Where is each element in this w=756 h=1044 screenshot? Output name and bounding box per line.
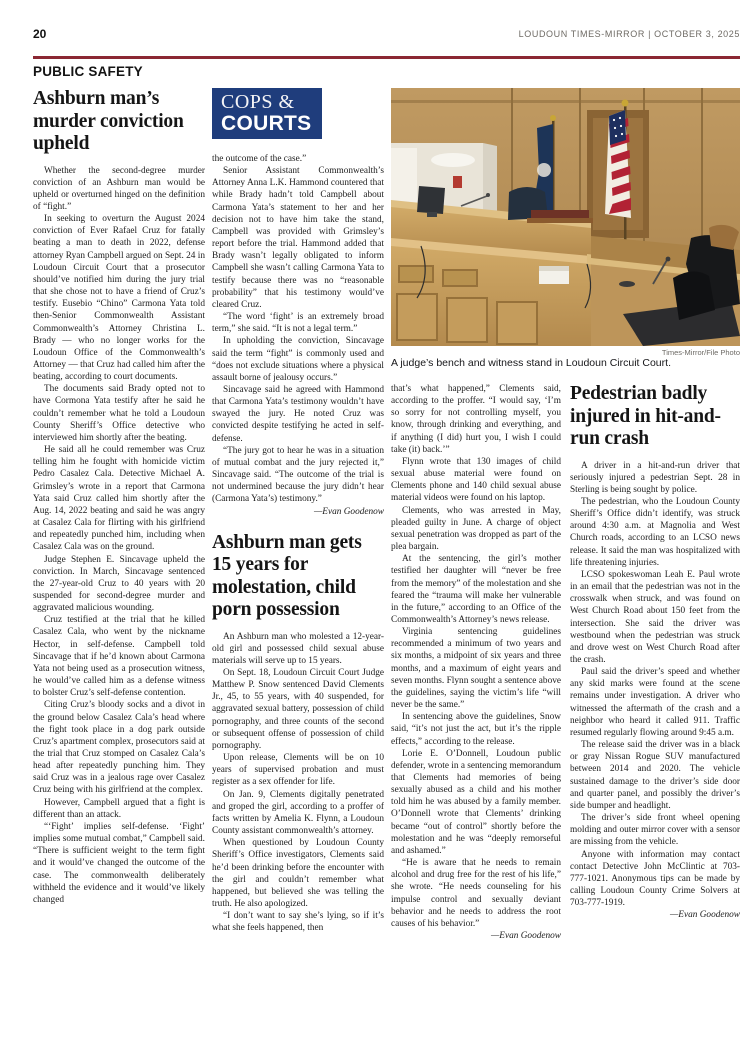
paragraph: On Jan. 9, Clements digitally penetrated and groped the girl, according to a proffer of facts written by Amelia K. Flynn, a Loudoun County assistant commonwealth’s attorney. — [212, 789, 384, 837]
paragraph: The pedestrian, who the Loudoun County Sheriff’s Office didn’t identify, was struck around 4:30 a.m. at Magnolia and West Church roads, according to an LCSO news release. It said the man was hospitalized with life threatening injuries. — [570, 496, 740, 568]
courtroom-photo-illustration — [391, 88, 740, 346]
paragraph: On Sept. 18, Loudoun Circuit Court Judge Matthew P. Snow sentenced David Clements Jr., 45, to 55 years, with 40 suspended, for aggravated sexual battery, possession of child pornography, and three counts of the second or subsequent offense of possession of child pornography. — [212, 668, 384, 751]
paragraph: “The word ‘fight’ is an extremely broad term,” she said. “It is not a legal term.” — [212, 312, 384, 335]
paragraph: The release said the driver was in a black or gray Nissan Rogue SUV manufactured between 2014 and 2020. The vehicle sustained damage to the driver’s side door and quarter panel, and possibly the driver’s side bumper and headlight. — [570, 740, 740, 811]
column-3 — [391, 383, 561, 943]
paragraph: that’s what happened,” Clements said, according to the proffer. “I would say, ‘I’m so sorry for not controlling myself, you know, through drinking and everything, and if anything (I did) hurt you, I wish I could take (it) back.’” — [391, 384, 561, 455]
paragraph: However, Campbell argued that a fight is different than an attack. — [33, 797, 205, 820]
byline-molestation-sentence: —Evan Goodenow — [491, 931, 561, 942]
masthead: LOUDOUN TIMES-MIRROR | OCTOBER 3, 2025 — [518, 29, 740, 39]
article-headline-hit-and-run: Pedestrian badly injured in hit-and-run crash — [570, 383, 721, 449]
paragraph: In seeking to overturn the August 2024 conviction of Ever Rafael Cruz for fatally beating a man to death in 2022, defense attorney Ryan Campbell argued on Sept. 24 in Loudoun Circuit Court that a prosecutor should’ve notified him during the jury trial that she chose not to have a friend of Cruz’s testify. Eusebio “Chino” Carmona Yata told then-Senior Commonwealth Assistant Commonwealth’s Attorney Christina L. Brady — who no longer works for the Loudoun Office of the Commonwealth’s Attorney — that Cruz had called him after the beating, according to court documents. — [33, 214, 205, 383]
paragraph: An Ashburn man who molested a 12-year-old girl and possessed child sexual abuse materials will serve up to 15 years. — [212, 631, 384, 666]
article-body-molestation-sentence-col2 — [212, 631, 384, 935]
badge-line-2: COURTS — [221, 112, 312, 135]
paragraph: The documents said Brady opted not to have Cormona Yata testify after he said he couldn’t remember what he told a Loudoun County Sheriff’s Office detective who interviewed him shortly after the beating. — [33, 384, 205, 443]
paragraph: Flynn wrote that 130 images of child sexual abuse material were found on Clements phone and 140 child sexual abuse material videos were found on his laptop. — [391, 456, 561, 504]
paragraph: LCSO spokeswoman Leah E. Paul wrote in an email that the pedestrian was not in the crosswalk when struck, and was found on West Church Road about 150 feet from the intersection. She said the driver was westbound when the pedestrian was struck and drove west on West Church Road after the crash. — [570, 569, 740, 665]
paragraph: Judge Stephen E. Sincavage upheld the conviction. In March, Sincavage sentenced the 27-year-old Cruz to 40 years with 20 suspended for second-degree murder and aggravated malicious wounding. — [33, 554, 205, 614]
byline-hit-and-run: —Evan Goodenow — [670, 910, 740, 921]
article-headline-murder-conviction: Ashburn man’s murder conviction upheld — [33, 88, 184, 154]
paragraph: Lorie E. O’Donnell, Loudoun public defender, wrote in a sentencing memorandum that Clements had memories of being sexually abused as a child and his mother told him he was abused by a family member. O’Donnell wrote that Clements’ drinking became “out of control” shortly before the molestation and he was “deeply remorseful and ashamed.” — [391, 748, 562, 856]
paragraph: Citing Cruz’s bloody socks and a divot in the ground below Casalez Cala’s head where the fight took place in a dog park outside Cruz’s apartment complex, prosecutors said at the trial that Cruz stomped on Casalez Cala’s head after repeatedly punching him. They said Cruz was in a jealous rage over Casalez Cruz being with his girlfriend at the complex. — [33, 700, 205, 796]
cops-and-courts-badge — [212, 88, 322, 139]
paragraph: Senior Assistant Commonwealth’s Attorney Anna L.K. Hammond countered that while Brady hadn’t told Campbell about Carmona Yata’s statement to her and her decision not to have him take the stand, Campbell was provided with Grimsley’s report before the trial. Hammond added that Brady wasn’t legally obligated to inform Campbell she wasn’t calling Carmona Yata to testify because there was no “reasonable probability” that his testimony would’ve cleared Cruz. — [212, 166, 384, 310]
paragraph: “‘Fight’ implies self-defense. ‘Fight’ implies some mutual combat,” Campbell said. “There is sufficient weight to the term fight and it would’ve changed the outcome of the case. The commonwealth deliberately withheld the evidence and it would’ve likely changed — [33, 821, 205, 905]
paragraph: The driver’s side front wheel opening molding and outer mirror cover with a sensor are missing from the vehicle. — [570, 813, 740, 848]
badge-line-1: COPS & — [221, 91, 295, 113]
photo-credit: Times-Mirror/File Photo — [661, 348, 740, 357]
paragraph: “He is aware that he needs to remain alcohol and drug free for the rest of his life,” she wrote. “He needs counseling for his impulse control and sexually deviant behavior and he needs to address the root causes of his behavior.” — [391, 858, 561, 929]
paragraph: Upon release, Clements will be on 10 years of supervised probation and must register as a sex offender for life. — [212, 753, 384, 788]
paragraph: Whether the second-degree murder conviction of an Ashburn man would be upheld or overturned hinged on the definition of “fight.” — [33, 165, 205, 212]
section-label: PUBLIC SAFETY — [33, 64, 143, 79]
paragraph: Anyone with information may contact contact Detective John McClintic at 703-777-1021. Anonymous tips can be made by calling Loudoun County Crime Solvers at 703-777-1919. — [570, 849, 740, 909]
paragraph: the outcome of the case.” — [212, 154, 307, 164]
paragraph: At the sentencing, the girl’s mother testified her daughter will “never be free from the memory” of the molestation and she feared the “trauma will make her vulnerable in the future,” according to an Office of the Commonwealth’s Attorney’s news release. — [391, 554, 561, 625]
paragraph: In upholding the conviction, Sincavage said the term “fight” is commonly used and “does not exclude situations where a physical assault borne of jealousy occurs.” — [212, 336, 384, 383]
byline-murder-conviction: —Evan Goodenow — [314, 506, 384, 517]
article-body-murder-conviction-col1 — [33, 165, 205, 907]
paragraph: Paul said the driver’s speed and whether any skid marks were found at the scene remains under investigation. A driver who witnessed the aftermath of the crash and a neighbor who heard it called 911. Traffic resumed regularly flowing around 9:45 a.m. — [570, 667, 740, 738]
article-body-molestation-sentence-col3 — [391, 383, 561, 930]
page-number: 20 — [33, 27, 47, 41]
column-4 — [570, 383, 740, 922]
paragraph: He said all he could remember was Cruz telling him he fought with homicide victim Pedro Casalez Cala. Detective Michael A. Grimsley’s wrote in a report that Carmona Yata said Cruz called him shortly after the Aug. 14, 2022 beating and said he was angry at Casalez Cala for flirting with his girlfriend and repeatedly punched him, including when Casalez Cala was on the ground. — [33, 445, 205, 553]
column-2 — [212, 88, 384, 934]
paragraph: A driver in a hit-and-run driver that seriously injured a pedestrian Sept. 28 in Sterling is being sought by police. — [570, 460, 740, 495]
paragraph: Cruz testified at the trial that he killed Casalez Cala, who went by the nickname Hector, in self-defense. Campbell told Sincavage that if he’d known about Carmona Yata not being used as a prosecution witness, he would’ve called him as a defense witness to bolster Cruz’s self-defense contention. — [33, 615, 205, 699]
section-rule — [33, 56, 740, 59]
paragraph: When questioned by Loudoun County Sheriff’s Office investigators, Clements said he’d been drinking before the encounter with the girl and couldn’t remember what happened, but believed she was telling the truth. He also apologized. — [212, 838, 384, 909]
article-headline-molestation-sentence: Ashburn man gets 15 years for molestation, child porn possession — [212, 531, 362, 621]
paragraph: In sentencing above the guidelines, Snow said, “it’s not just the act, but it’s the ripple effects,” according to the release. — [391, 712, 561, 747]
paragraph: Sincavage said he agreed with Hammond that Carmona Yata’s testimony wouldn’t have swayed the jury. He noted Cruz was convicted despite testifying he acted in self-defense. — [212, 384, 384, 444]
paragraph: Clements, who was arrested in May, pleaded guilty in June. A charge of object sexual penetration was dropped as part of the plea bargain. — [391, 505, 561, 553]
photo-caption: A judge’s bench and witness stand in Loudoun Circuit Court. — [391, 357, 671, 369]
column-1 — [33, 88, 205, 906]
paragraph: “I don’t want to say she’s lying, so if it’s what she feels happened, then — [212, 911, 384, 934]
paragraph: “The jury got to hear he was in a situation of mutual combat and the jury rejected it,” Sincavage said. “The outcome of the trial is not undermined because the jury didn’t hear (Carmona Yata’s) testimony.” — [212, 445, 384, 505]
article-body-murder-conviction-col2 — [212, 153, 384, 506]
paragraph: Virginia sentencing guidelines recommended a minimum of two years and six months, a midpoint of six years and three months, and a maximum of eight years and seven months. Flynn sought a sentence above the guidelines, saying the victim’s life “will never be the same.” — [391, 627, 561, 711]
article-body-hit-and-run — [570, 460, 740, 910]
courtroom-photo — [391, 88, 740, 346]
